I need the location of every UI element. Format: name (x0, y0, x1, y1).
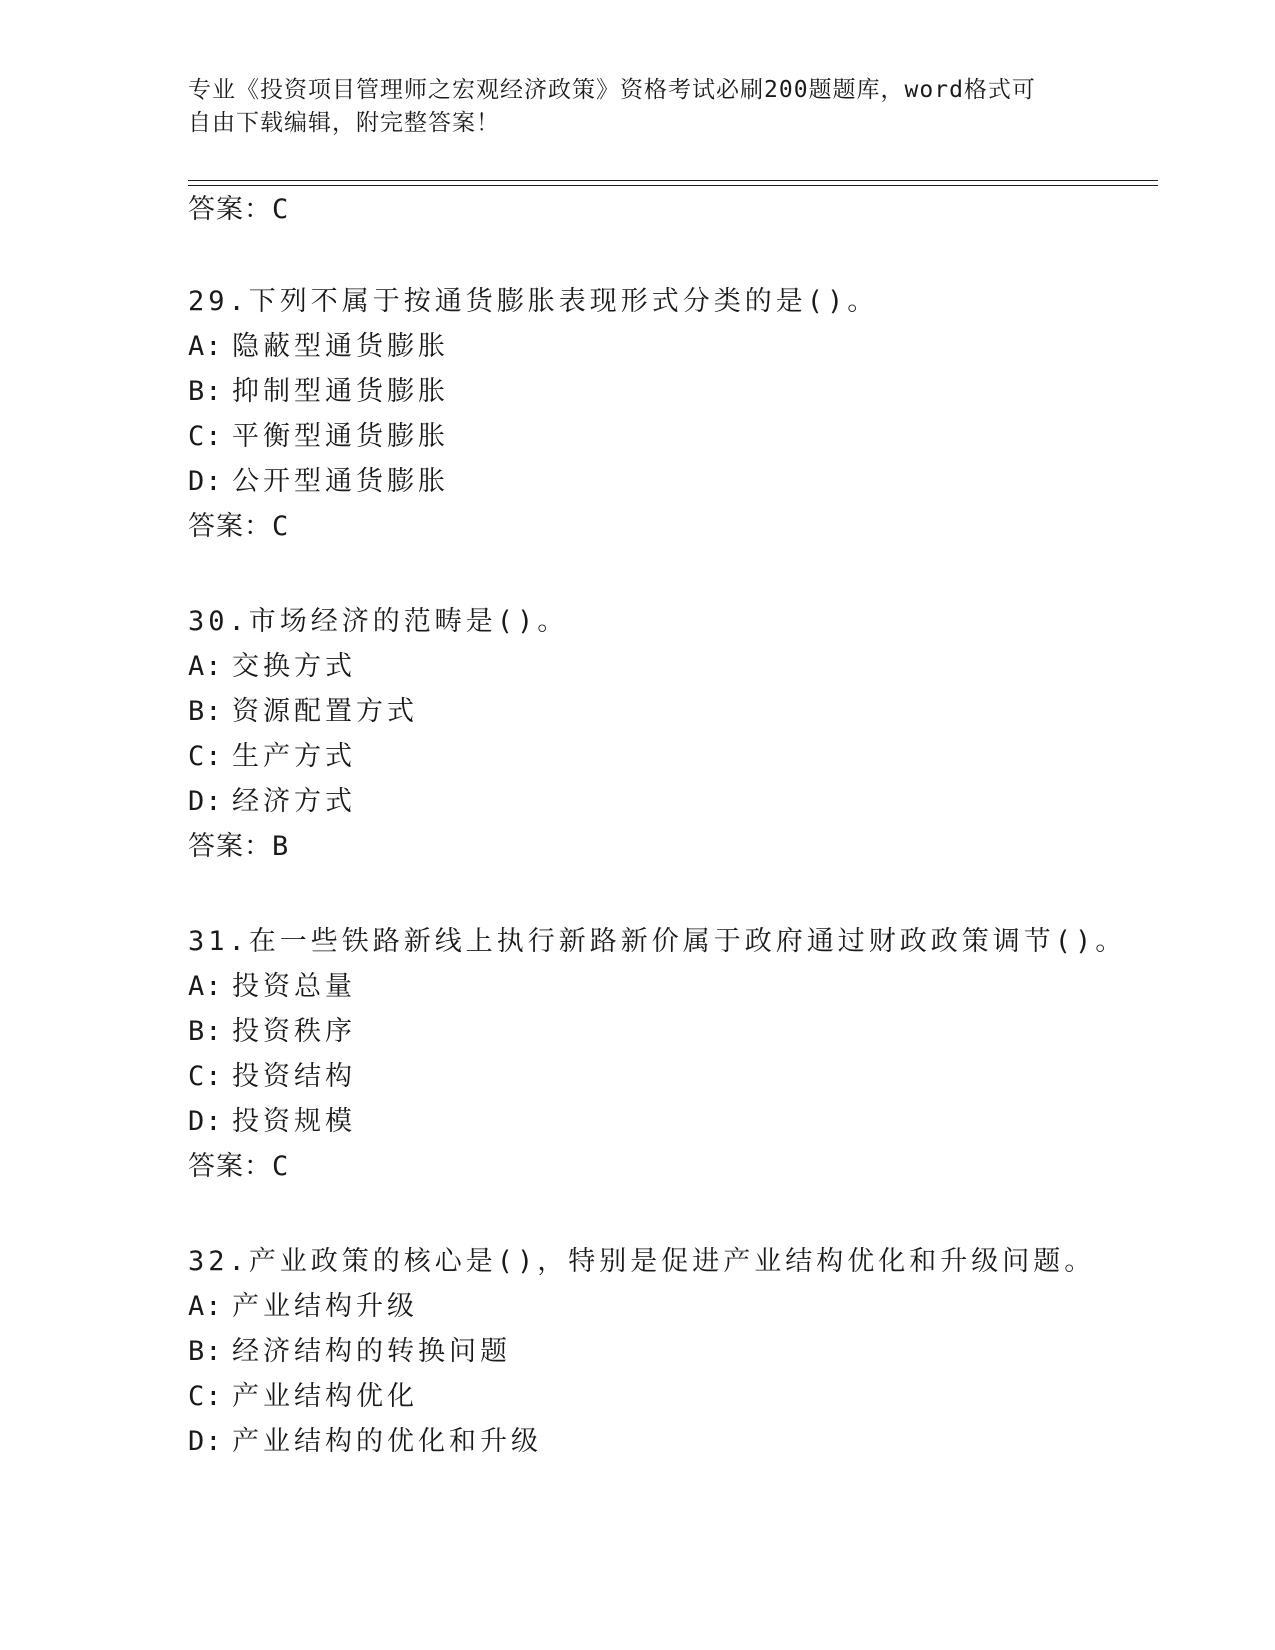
question-stem: 32.产业政策的核心是()，特别是促进产业结构优化和升级问题。 (188, 1246, 1096, 1277)
option-letter: A: (188, 651, 223, 682)
question-31 (188, 925, 1126, 1184)
option-letter: B: (188, 1016, 223, 1047)
previous-question-answer (188, 193, 289, 227)
header-divider-top (188, 180, 1158, 181)
option-text: 公开型通货膨胀 (232, 466, 449, 497)
option-letter: B: (188, 1336, 223, 1367)
option-c (188, 1380, 1095, 1414)
answer-text: 答案：C (188, 194, 290, 225)
option-d (188, 1425, 1095, 1459)
header-line-2: 自由下载编辑，附完整答案！ (188, 110, 500, 136)
option-b (188, 1335, 1095, 1369)
question-29 (188, 285, 878, 544)
option-letter: C: (188, 741, 223, 772)
option-text: 投资总量 (232, 971, 356, 1002)
option-text: 产业结构优化 (232, 1381, 418, 1412)
answer-text: 答案：C (188, 511, 290, 542)
option-letter: A: (188, 331, 223, 362)
option-letter: C: (188, 1381, 223, 1412)
option-text: 经济结构的转换问题 (232, 1336, 511, 1367)
option-d (188, 465, 878, 499)
question-stem: 29.下列不属于按通货膨胀表现形式分类的是()。 (188, 286, 879, 317)
option-a (188, 1290, 1095, 1324)
option-letter: D: (188, 466, 223, 497)
document-header (188, 74, 1068, 140)
option-d (188, 1105, 1126, 1139)
option-text: 抑制型通货膨胀 (232, 376, 449, 407)
option-text: 隐蔽型通货膨胀 (232, 331, 449, 362)
header-divider-bottom (188, 185, 1158, 186)
option-letter: C: (188, 1061, 223, 1092)
option-text: 投资秩序 (232, 1016, 356, 1047)
option-text: 资源配置方式 (232, 696, 418, 727)
option-text: 生产方式 (232, 741, 356, 772)
question-32 (188, 1245, 1095, 1470)
question-stem: 30.市场经济的范畴是()。 (188, 606, 569, 637)
option-text: 产业结构的优化和升级 (232, 1426, 542, 1457)
option-a (188, 330, 878, 364)
option-c (188, 420, 878, 454)
question-30 (188, 605, 568, 864)
question-stem: 31.在一些铁路新线上执行新路新价属于政府通过财政政策调节()。 (188, 926, 1127, 957)
option-b (188, 1015, 1126, 1049)
option-d (188, 785, 568, 819)
option-letter: D: (188, 1106, 223, 1137)
option-letter: D: (188, 786, 223, 817)
option-letter: D: (188, 1426, 223, 1457)
option-text: 平衡型通货膨胀 (232, 421, 449, 452)
option-letter: A: (188, 971, 223, 1002)
option-text: 投资结构 (232, 1061, 356, 1092)
option-letter: C: (188, 421, 223, 452)
option-text: 投资规模 (232, 1106, 356, 1137)
option-a (188, 650, 568, 684)
answer-text: 答案：B (188, 831, 290, 862)
option-letter: B: (188, 696, 223, 727)
option-a (188, 970, 1126, 1004)
header-line-1: 专业《投资项目管理师之宏观经济政策》资格考试必刷200题题库，word格式可 (188, 77, 1036, 103)
option-c (188, 1060, 1126, 1094)
option-b (188, 695, 568, 729)
option-text: 产业结构升级 (232, 1291, 418, 1322)
option-text: 交换方式 (232, 651, 356, 682)
option-b (188, 375, 878, 409)
option-letter: A: (188, 1291, 223, 1322)
option-text: 经济方式 (232, 786, 356, 817)
option-letter: B: (188, 376, 223, 407)
answer-text: 答案：C (188, 1151, 290, 1182)
option-c (188, 740, 568, 774)
